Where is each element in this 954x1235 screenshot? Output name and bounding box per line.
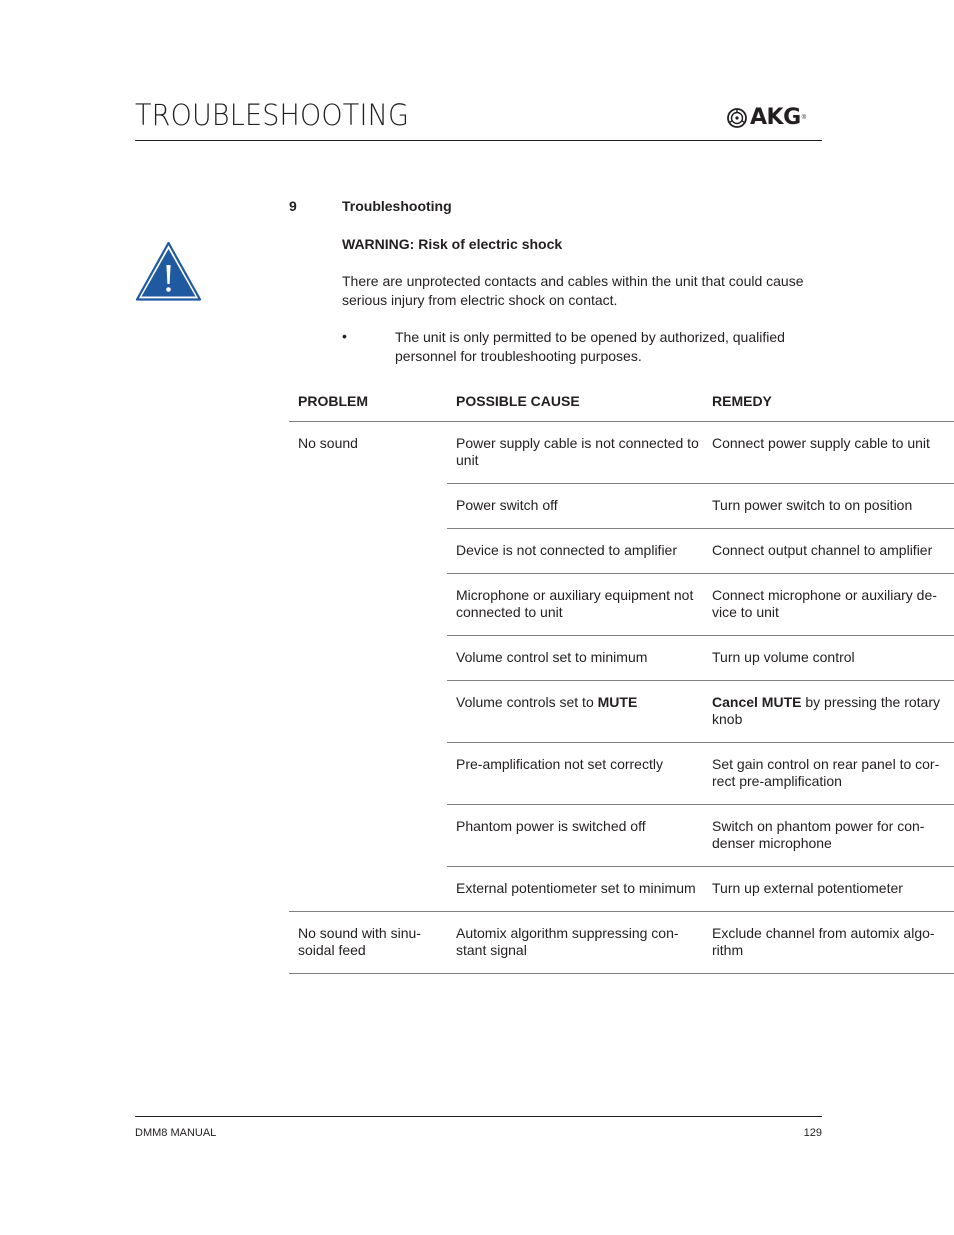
cause-cell: External potentiometer set to minimum: [456, 880, 696, 896]
remedy-bold-text: Cancel MUTE: [712, 694, 802, 710]
troubleshooting-table: [289, 380, 954, 974]
header-possible-cause: POSSIBLE CAUSE: [456, 392, 580, 409]
table-row: [447, 912, 954, 973]
page-header-title: TROUBLESHOOTING: [135, 98, 410, 132]
warning-text: There are unprotected contacts and cables within the unit that could cause serious injury from electric shock on contact.: [342, 273, 804, 308]
akg-logo: [727, 106, 806, 130]
table-row: [447, 422, 954, 484]
problem-cell: No sound: [298, 435, 358, 451]
footer-manual-name: DMM8 MANUAL: [135, 1127, 217, 1139]
logo-text: AKG: [750, 105, 801, 130]
section-title: Troubleshooting: [342, 198, 452, 214]
header-problem: PROBLEM: [298, 392, 368, 409]
remedy-cell: Turn up volume control: [712, 649, 855, 665]
remedy-cell: Turn power switch to on position: [712, 497, 913, 513]
remedy-cell: Exclude channel from automix algo-rithm: [712, 925, 935, 958]
bullet-text: The unit is only permitted to be opened by authorized, qualified personnel for troubleshooting purposes.: [395, 329, 785, 364]
cause-cell: [447, 681, 712, 742]
bullet-marker: •: [342, 328, 347, 344]
cause-cell: Power supply cable is not connected to unit: [456, 435, 699, 468]
cause-cell: Volume control set to minimum: [456, 649, 648, 665]
remedy-cell: Connect power supply cable to unit: [712, 435, 930, 451]
cause-cell: Microphone or auxiliary equipment not connected to unit: [456, 587, 694, 620]
cause-cell: Automix algorithm suppressing con-stant signal: [456, 925, 679, 958]
section-number: 9: [289, 198, 297, 214]
table-row: [447, 805, 954, 867]
cause-cell: Device is not connected to amplifier: [456, 542, 677, 558]
table-row: [447, 636, 954, 681]
table-row: [447, 867, 954, 911]
remedy-cell: Connect output channel to amplifier: [712, 542, 933, 558]
page-number: 129: [803, 1127, 822, 1139]
problem-cell: No sound with sinu-soidal feed: [298, 925, 421, 958]
remedy-cell: [712, 681, 954, 742]
cause-text: Volume controls set to: [456, 694, 598, 710]
remedy-cell: Set gain control on rear panel to cor-rect pre-amplification: [712, 756, 940, 789]
logo-trademark: ®: [801, 115, 807, 121]
cause-cell: Power switch off: [456, 497, 558, 513]
cause-cell: Pre-amplification not set correctly: [456, 756, 663, 772]
table-row: [447, 574, 954, 636]
table-row: [447, 743, 954, 805]
header-remedy: REMEDY: [712, 392, 772, 409]
problem-group-no-sound: [289, 422, 954, 912]
footer-rule: [135, 1116, 822, 1117]
remedy-cell: Turn up external potentiometer: [712, 880, 903, 896]
akg-emblem-icon: [727, 108, 747, 128]
remedy-text: by pressing the rotary knob: [712, 694, 940, 727]
table-row: [447, 529, 954, 574]
header-rule: [135, 140, 822, 141]
table-row: [447, 484, 954, 529]
cause-cell: Phantom power is switched off: [456, 818, 646, 834]
cause-bold-text: MUTE: [597, 694, 638, 710]
remedy-cell: Connect microphone or auxiliary de-vice to unit: [712, 587, 937, 620]
table-row: [447, 681, 954, 743]
table-header-row: [289, 380, 954, 422]
warning-triangle-icon: [135, 241, 202, 302]
warning-title: WARNING: Risk of electric shock: [342, 236, 563, 252]
remedy-cell: Switch on phantom power for con-denser microphone: [712, 818, 925, 851]
problem-group-sinusoidal: [289, 912, 954, 974]
